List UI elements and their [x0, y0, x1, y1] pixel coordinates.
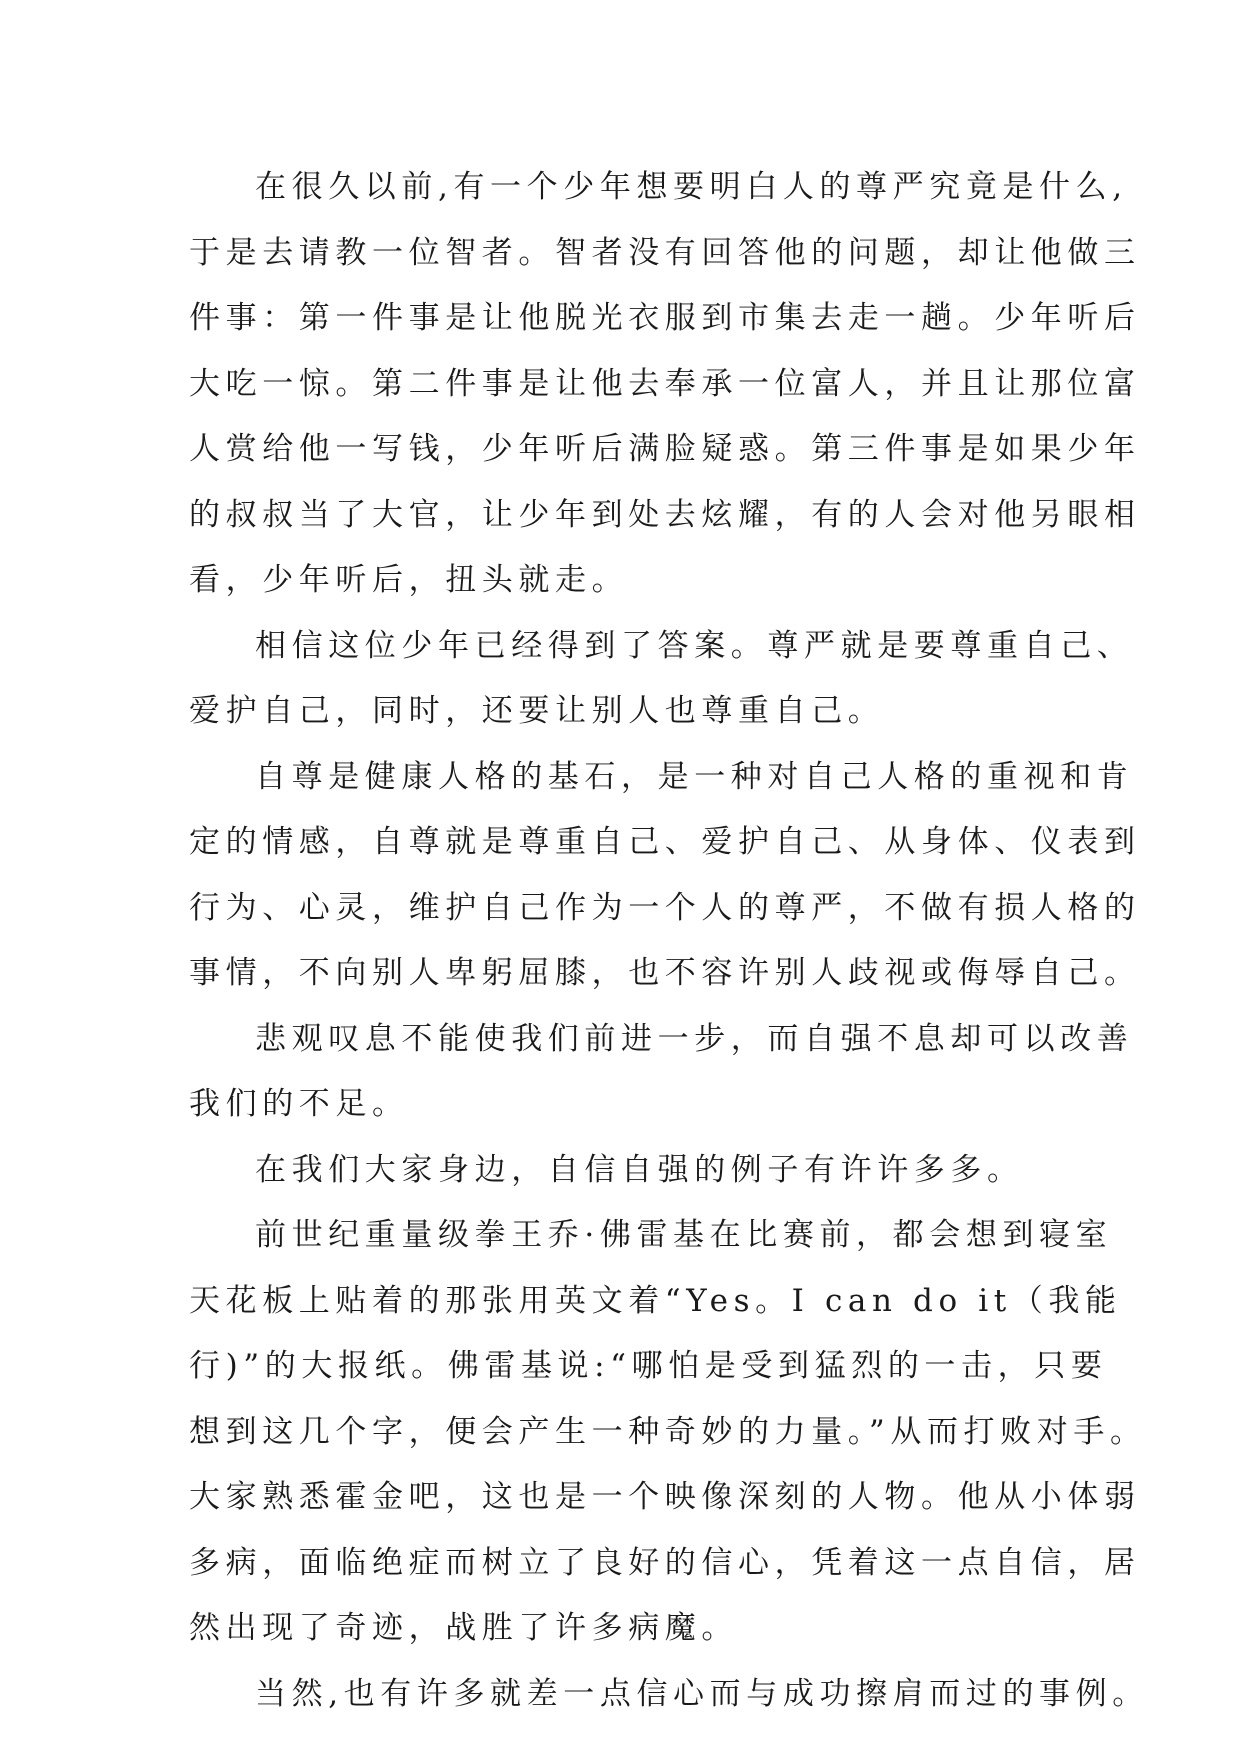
paragraph-1-line-5: 人赏给他一写钱，少年听后满脸疑惑。第三件事是如果少年	[189, 431, 1141, 467]
paragraph-2-line-2: 爱护自己，同时，还要让别人也尊重自己。	[189, 693, 885, 729]
paragraph-3-line-2: 定的情感，自尊就是尊重自己、爱护自己、从身体、仪表到	[189, 824, 1141, 860]
paragraph-1-line-2: 于是去请教一位智者。智者没有回答他的问题，却让他做三	[189, 234, 1141, 271]
paragraph-6-line-6: 多病，面临绝症而树立了良好的信心，凭着这一点自信，居	[189, 1544, 1141, 1581]
paragraph-1-line-7: 看，少年听后，扭头就走。	[189, 562, 629, 598]
paragraph-3-line-1: 自尊是健康人格的基石，是一种对自己人格的重视和肯	[255, 758, 1134, 795]
paragraph-6-line-1: 前世纪重量级拳王乔·佛雷基在比赛前，都会想到寝室	[255, 1217, 1113, 1253]
paragraph-6-line-4: 想到这几个字，便会产生一种奇妙的力量。”从而打败对手。	[189, 1413, 1147, 1450]
paragraph-5-line-1: 在我们大家身边，自信自强的例子有许许多多。	[255, 1151, 1024, 1188]
paragraph-6-line-2: 天花板上贴着的那张用英文着“Yes。I can do it（我能	[189, 1282, 1122, 1319]
paragraph-1-line-1: 在很久以前,有一个少年想要明白人的尊严究竟是什么,	[255, 169, 1128, 205]
paragraph-3-line-4: 事情，不向别人卑躬屈膝，也不容许别人歧视或侮辱自己。	[189, 955, 1141, 991]
paragraph-2-line-1: 相信这位少年已经得到了答案。尊严就是要尊重自己、	[255, 627, 1134, 664]
paragraph-1-line-3: 件事：第一件事是让他脱光衣服到市集去走一趟。少年听后	[189, 300, 1141, 336]
paragraph-1-line-4: 大吃一惊。第二件事是让他去奉承一位富人，并且让那位富	[189, 365, 1141, 402]
paragraph-6-line-5: 大家熟悉霍金吧，这也是一个映像深刻的人物。他从小体弱	[189, 1479, 1141, 1515]
paragraph-6-line-3: 行)”的大报纸。佛雷基说:“哪怕是受到猛烈的一击，只要	[189, 1348, 1108, 1384]
document-body	[189, 155, 1149, 1727]
paragraph-6-line-7: 然出现了奇迹，战胜了许多病魔。	[189, 1610, 738, 1646]
paragraph-4-line-1: 悲观叹息不能使我们前进一步，而自强不息却可以改善	[255, 1020, 1134, 1057]
paragraph-7-line-1: 当然,也有许多就差一点信心而与成功擦肩而过的事例。	[255, 1675, 1149, 1712]
paragraph-4-line-2: 我们的不足。	[189, 1086, 409, 1122]
paragraph-3-line-3: 行为、心灵，维护自己作为一个人的尊严，不做有损人格的	[189, 889, 1141, 926]
paragraph-1-line-6: 的叔叔当了大官，让少年到处去炫耀，有的人会对他另眼相	[189, 496, 1141, 533]
